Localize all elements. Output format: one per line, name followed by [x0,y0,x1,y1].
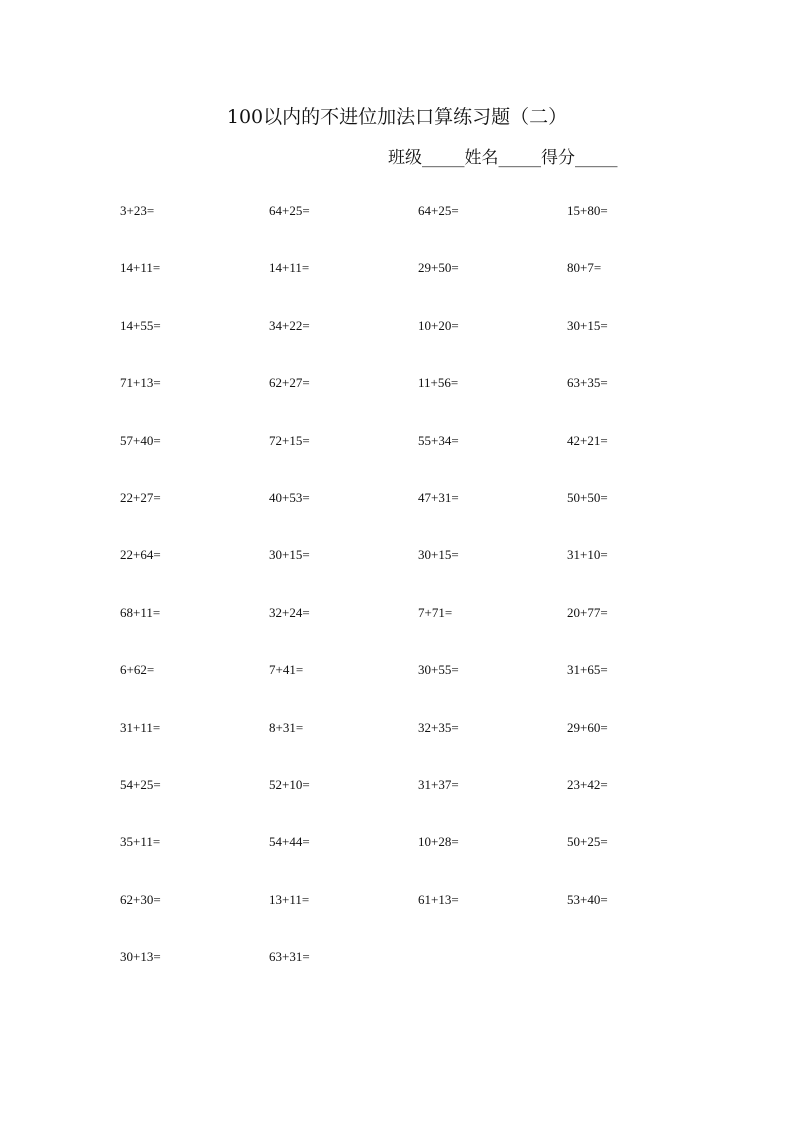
math-problem: 31+65= [567,662,608,678]
math-problem: 40+53= [269,489,310,505]
page-title: 100以内的不进位加法口算练习题（二） [226,106,568,128]
math-problem: 71+13= [120,375,161,391]
math-problem: 57+40= [120,432,161,448]
math-problem: 3+23= [120,203,155,218]
math-problem: 54+25= [120,776,161,792]
math-problem: 31+37= [418,776,459,792]
math-problem: 10+28= [418,834,459,850]
math-problem: 63+31= [269,949,310,965]
math-problem: 30+15= [567,317,608,333]
math-problem: 30+15= [418,547,459,563]
math-problem: 22+64= [120,547,161,563]
math-problem: 53+40= [567,891,608,907]
math-problem: 29+60= [567,719,608,735]
student-info-line: 班级_____姓名_____得分_____ [388,148,618,168]
math-problem: 14+11= [120,260,161,276]
math-problem: 23+42= [567,776,608,792]
math-problem: 14+11= [269,260,310,276]
math-problem: 7+71= [418,604,453,620]
math-problem: 52+10= [269,776,310,792]
math-problem: 6+62= [120,662,155,678]
math-problem: 20+77= [567,604,608,620]
math-problem: 50+25= [567,834,608,850]
math-problem: 68+11= [120,604,161,620]
math-problem: 50+50= [567,489,608,505]
math-problem: 64+25= [418,203,459,218]
math-problem: 72+15= [269,432,310,448]
math-problem: 80+7= [567,260,602,276]
math-problem: 30+13= [120,949,161,965]
math-problem: 15+80= [567,203,608,218]
math-problem: 47+31= [418,489,459,505]
math-problem: 42+21= [567,432,608,448]
math-problem: 61+13= [418,891,459,907]
math-problem: 34+22= [269,317,310,333]
math-problem: 35+11= [120,834,161,850]
math-problem: 11+56= [418,375,459,391]
math-problem: 63+35= [567,375,608,391]
math-problem: 54+44= [269,834,310,850]
math-problem: 64+25= [269,203,310,218]
math-problem: 22+27= [120,489,161,505]
math-problem: 10+20= [418,317,459,333]
math-problem: 31+11= [120,719,161,735]
math-problem: 62+27= [269,375,310,391]
math-problem: 8+31= [269,719,304,735]
problem-grid [120,201,716,1004]
math-problem: 32+24= [269,604,310,620]
math-problem: 30+55= [418,662,459,678]
math-problem: 29+50= [418,260,459,276]
math-problem: 13+11= [269,891,310,907]
math-problem: 14+55= [120,317,161,333]
math-problem: 32+35= [418,719,459,735]
math-problem: 55+34= [418,432,459,448]
math-problem: 62+30= [120,891,161,907]
math-problem: 31+10= [567,547,608,563]
math-problem: 7+41= [269,662,304,678]
math-problem: 30+15= [269,547,310,563]
